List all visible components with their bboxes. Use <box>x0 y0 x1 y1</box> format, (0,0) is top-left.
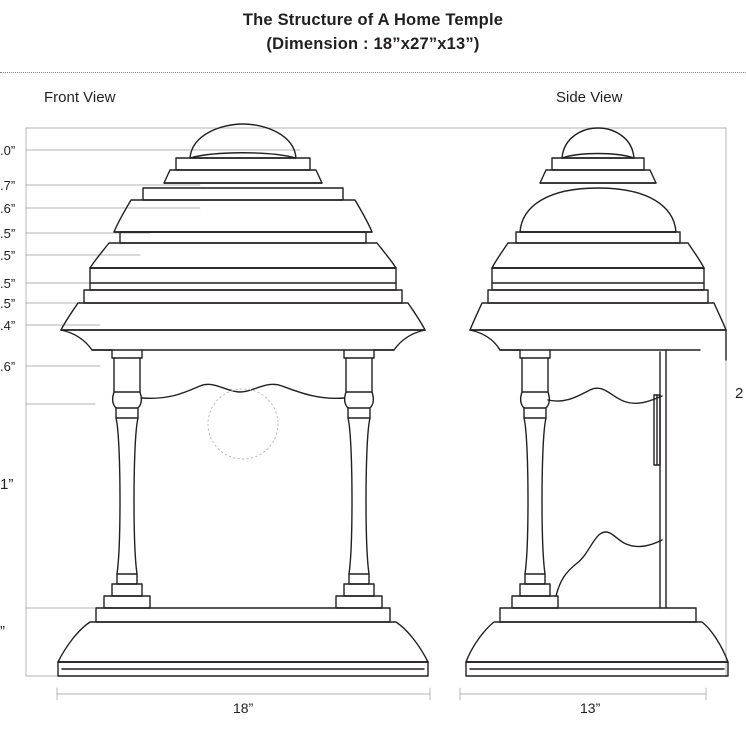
front-column-left <box>104 350 150 608</box>
dim-label-6: .5” <box>0 296 16 311</box>
side-view-label: Side View <box>556 89 623 106</box>
dim-label-2: .6” <box>0 201 16 216</box>
front-column-right <box>336 350 382 608</box>
page-title: The Structure of A Home Temple <box>242 11 504 29</box>
page-subtitle: (Dimension : 18”x27”x13”) <box>266 35 480 53</box>
dim-label-8: .6” <box>0 359 16 374</box>
dim-label-9: 1” <box>0 476 14 493</box>
dim-label-7: .4” <box>0 318 16 333</box>
dim-label-0: .0” <box>0 143 16 158</box>
dim-label-10: ” <box>0 623 5 640</box>
dim-label-right: 2 <box>735 385 744 402</box>
dim-label-5: .5” <box>0 276 16 291</box>
guide-lines <box>26 128 726 700</box>
front-width-label: 18” <box>233 700 254 716</box>
front-view-label: Front View <box>44 89 116 106</box>
dim-label-3: .5” <box>0 226 16 241</box>
side-width-label: 13” <box>580 700 601 716</box>
front-view-drawing <box>58 124 428 676</box>
dim-label-1: .7” <box>0 178 16 193</box>
side-column <box>512 350 558 608</box>
dim-label-4: .5” <box>0 248 16 263</box>
side-view-drawing <box>466 128 728 676</box>
